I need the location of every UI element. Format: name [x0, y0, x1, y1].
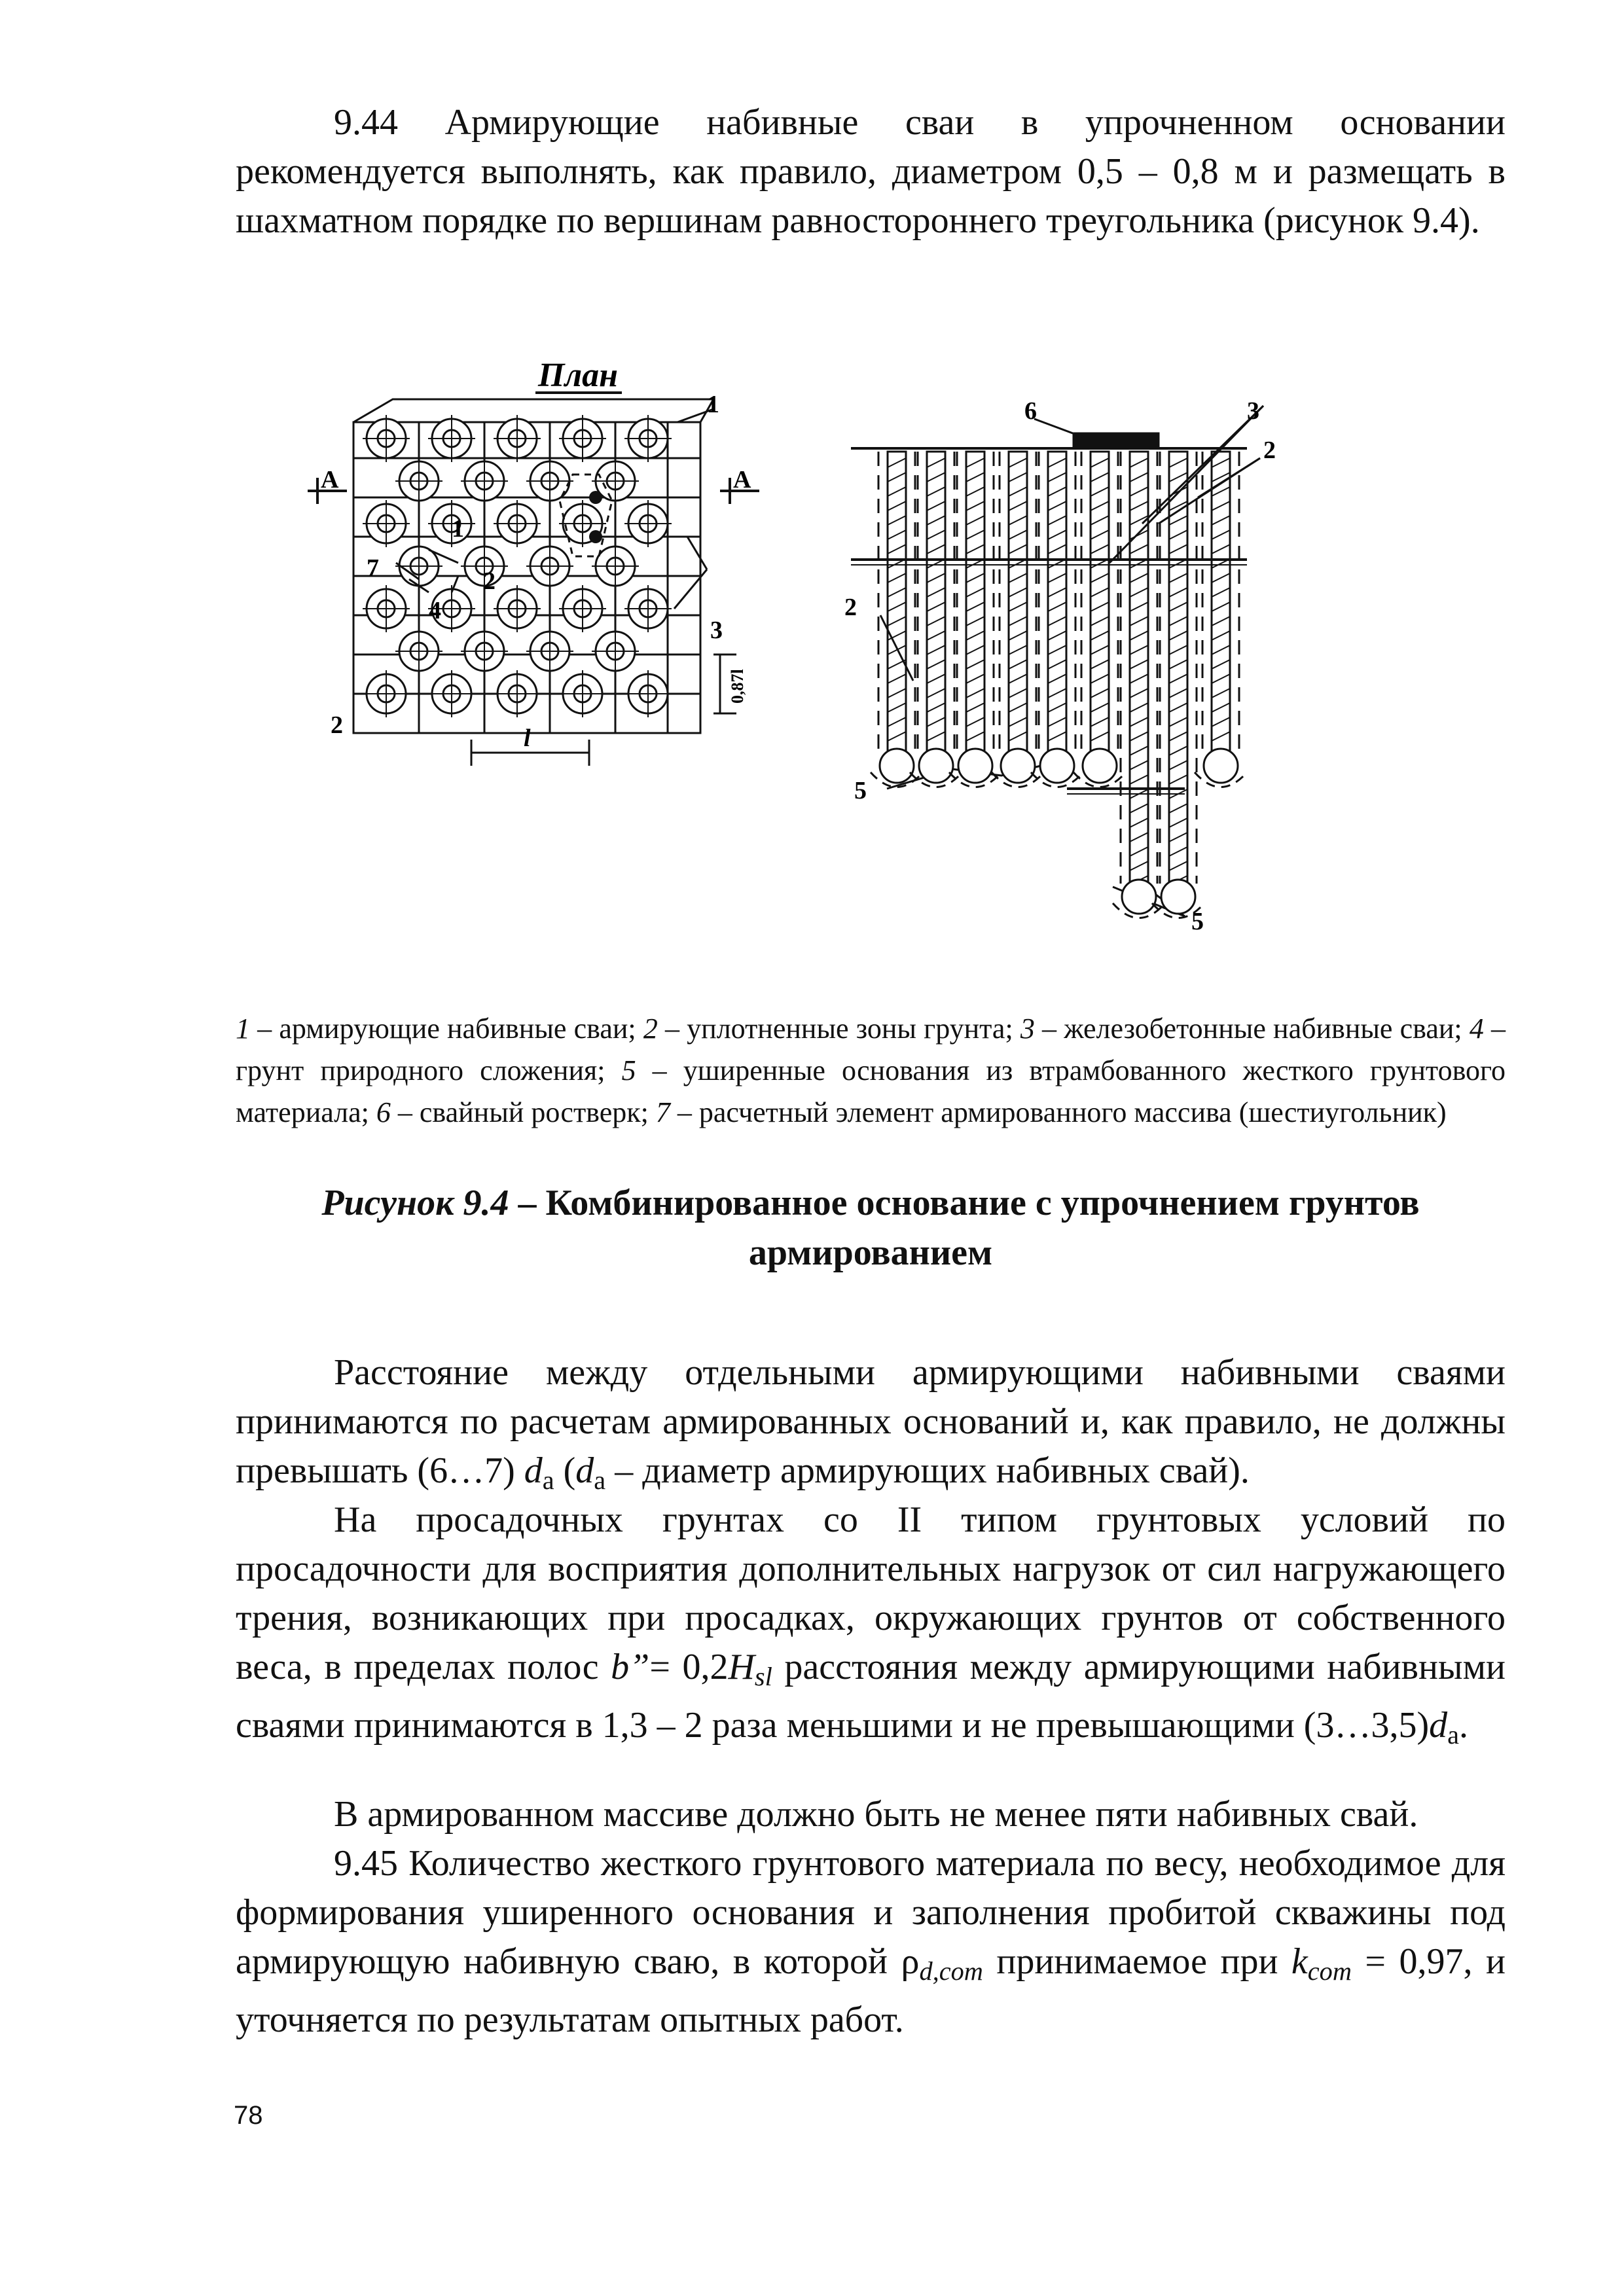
label-a-right: А: [733, 466, 751, 493]
figure-legend: 1 – армирующие набивные сваи; 2 – уплотненные зоны грунта; 3 – железобетонные набивные сваи; 4 – грунт природного сложения; 5 – уширенные основания из втрамбованного жесткого грунтового материала; 6 – свайный ростверк; 7 – расчетный элемент армированного массива (шестиугольник): [236, 1013, 1506, 1128]
plan-pile: [526, 628, 573, 675]
label-2b: 2: [331, 711, 343, 739]
plan-pile: [494, 585, 541, 632]
plan-pile: [592, 543, 639, 590]
section-piles: [871, 452, 1247, 918]
plan-annotations: [308, 409, 759, 766]
plan-pile: [559, 585, 606, 632]
label-6: 6: [1024, 397, 1037, 425]
plan-pile: [494, 500, 541, 547]
label-3: 3: [710, 617, 723, 644]
plan-pile: [363, 670, 410, 717]
label-4: 4: [429, 597, 441, 624]
plan-pile-core: [589, 530, 602, 543]
label-5a: 5: [854, 777, 867, 804]
plan-pile: [363, 500, 410, 547]
label-3b: 3: [1247, 397, 1259, 425]
plan-pile: [624, 500, 672, 547]
label-1: 1: [707, 391, 719, 418]
plan-pile: [461, 628, 508, 675]
section-pile: [1152, 452, 1204, 918]
plan-title: План: [538, 357, 619, 394]
paragraph-subsidence: На просадочных грунтах со II типом грунтовых условий по просадочности для восприятия дополнительных нагрузок от сил нагружающего трения, возникающих при просадках, окружающих грунтов от собственного веса, в пределах полос b”= $0,2H_{sl}$ расстояния между армирующими набивными сваями принимаются в 1,3 – 2 раза меньшими и не превышающими $(3\dots 3,5)d_а$.: [236, 1499, 1506, 1750]
plan-pile: [395, 543, 442, 590]
figure-caption: Рисунок 9.4 – Комбинированное основание с упрочнением грунтов армированием: [321, 1183, 1420, 1273]
label-l: l: [524, 725, 531, 752]
plan-pile: [363, 585, 410, 632]
section-pile: [992, 452, 1044, 787]
plan-pile: [494, 670, 541, 717]
label-a-left: А: [321, 466, 339, 493]
section-pile: [949, 452, 1001, 787]
label-dim: 0,87l: [728, 669, 747, 704]
label-1b: 1: [452, 515, 464, 543]
plan-pile: [428, 670, 475, 717]
label-2c: 2: [1263, 437, 1276, 464]
label-7: 7: [367, 554, 379, 582]
label-2d: 2: [844, 594, 857, 621]
section-pile: [1195, 452, 1247, 787]
section-pile: [1074, 452, 1126, 787]
label-2a: 2: [483, 567, 496, 595]
section-pile: [1031, 452, 1083, 787]
section-pile: [871, 452, 923, 787]
plan-pile: [624, 670, 672, 717]
section-pile: [1113, 452, 1165, 918]
page-number: 78: [234, 2101, 263, 2130]
section-pile: [910, 452, 962, 787]
paragraph-9-44: 9.44 Армирующие набивные сваи в упрочненном основании рекомендуется выполнять, как правило, диаметром 0,5 – 0,8 м и размещать в шахматном порядке по вершинам равностороннего треугольника (рисунок 9.4).: [236, 102, 1506, 241]
paragraph-distance: Расстояние между отдельными армирующими набивными сваями принимаются по расчетам армированных оснований и, как правило, не должны превышать (6…7) $d_а$ ($d_а$ – диаметр армирующих набивных свай).: [236, 1352, 1506, 1496]
plan-pile: [624, 585, 672, 632]
plan-pile-core: [589, 491, 602, 504]
plan-pile: [526, 543, 573, 590]
label-5b: 5: [1191, 908, 1204, 935]
plan-pile: [559, 670, 606, 717]
plan-pile: [592, 628, 639, 675]
plan-piles: [363, 415, 672, 717]
figure-9-4: [0, 0, 1624, 982]
paragraph-9-45: 9.45 Количество жесткого грунтового материала по весу, необходимое для формирования уширенного основания и заполнения пробитой скважины под армирующую набивную сваю, в которой $\rho_{d,com}$ принимаемое при $k_{com} = 0,97$, и уточняется по результатам опытных работ.: [236, 1843, 1506, 2041]
paragraph-min-piles: В армированном массиве должно быть не менее пяти набивных свай.: [334, 1794, 1418, 1835]
plan-pile: [395, 628, 442, 675]
